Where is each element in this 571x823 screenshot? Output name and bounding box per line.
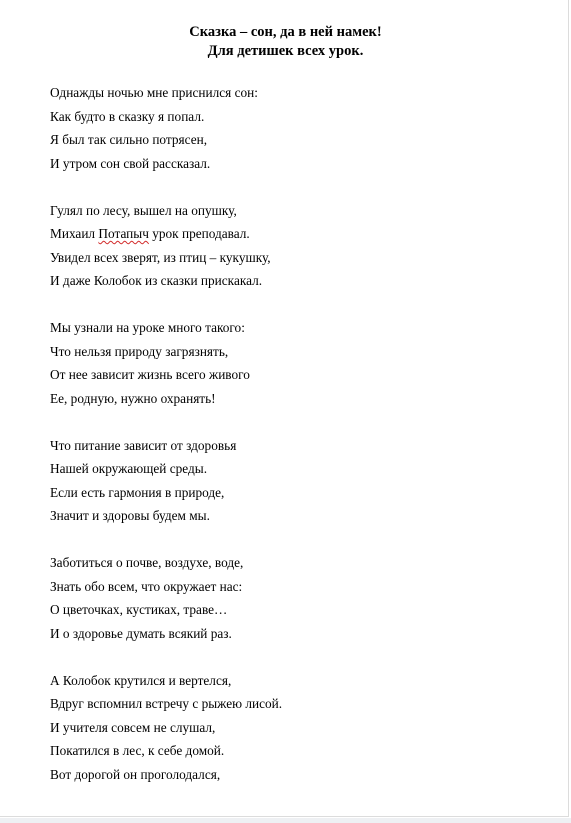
poem-line: Как будто в сказку я попал.	[50, 108, 205, 124]
poem-line: И даже Колобок из сказки прискакал.	[50, 273, 263, 288]
poem-line: Я был так сильно потрясен,	[50, 132, 208, 147]
poem-line: О цветочках, кустиках, траве…	[50, 602, 228, 617]
poem-line-part: Михаил	[50, 226, 99, 241]
poem-line: Если есть гармония в природе,	[50, 484, 225, 500]
poem-line: Вдруг вспомнил встречу с рыжею лисой.	[50, 696, 283, 711]
poem-line: Гулял по лесу, вышел на опушку,	[50, 202, 237, 218]
poem-line: Значит и здоровы будем мы.	[50, 508, 210, 523]
poem-line: Нашей окружающей среды.	[50, 461, 208, 476]
poem-stanza	[50, 199, 282, 293]
poem-stanza	[50, 81, 282, 175]
poem-stanza	[50, 551, 282, 645]
poem-line-part: урок преподавал.	[148, 226, 250, 241]
poem-stanza	[50, 316, 282, 410]
poem-line: И о здоровье думать всякий раз.	[50, 625, 232, 641]
poem-line: Увидел всех зверят, из птиц – кукушку,	[50, 249, 271, 265]
poem-line: Знать обо всем, что окружает нас:	[50, 578, 243, 594]
poem-line: Мы узнали на уроке много такого:	[50, 320, 245, 335]
poem-line: Ее, родную, нужно охранять!	[50, 390, 216, 406]
poem-line: Покатился в лес, к себе домой.	[50, 743, 225, 758]
poem-line: Что нельзя природу загрязнять,	[50, 343, 229, 359]
page-gap	[0, 818, 571, 823]
poem-line: Вот дорогой он проголодался,	[50, 766, 221, 782]
poem-line: Что питание зависит от здоровья	[50, 437, 237, 453]
poem-line: Заботиться о почве, воздухе, воде,	[50, 555, 244, 570]
poem-stanza	[50, 669, 282, 787]
poem-line: Однажды ночью мне приснился сон:	[50, 85, 258, 100]
poem-body	[50, 81, 282, 810]
poem-line: И учителя совсем не слушал,	[50, 719, 216, 735]
poem-stanza	[50, 434, 282, 528]
document-title: Сказка – сон, да в ней намек!	[189, 24, 382, 40]
poem-line: От нее зависит жизнь всего живого	[50, 367, 250, 382]
spellcheck-flagged-word[interactable]: Потапыч	[98, 226, 149, 241]
poem-line	[50, 222, 282, 246]
poem-line: А Колобок крутился и вертелся,	[50, 672, 232, 688]
document-subtitle: Для детишек всех урок.	[207, 43, 364, 59]
poem-line: И утром сон свой рассказал.	[50, 155, 211, 171]
